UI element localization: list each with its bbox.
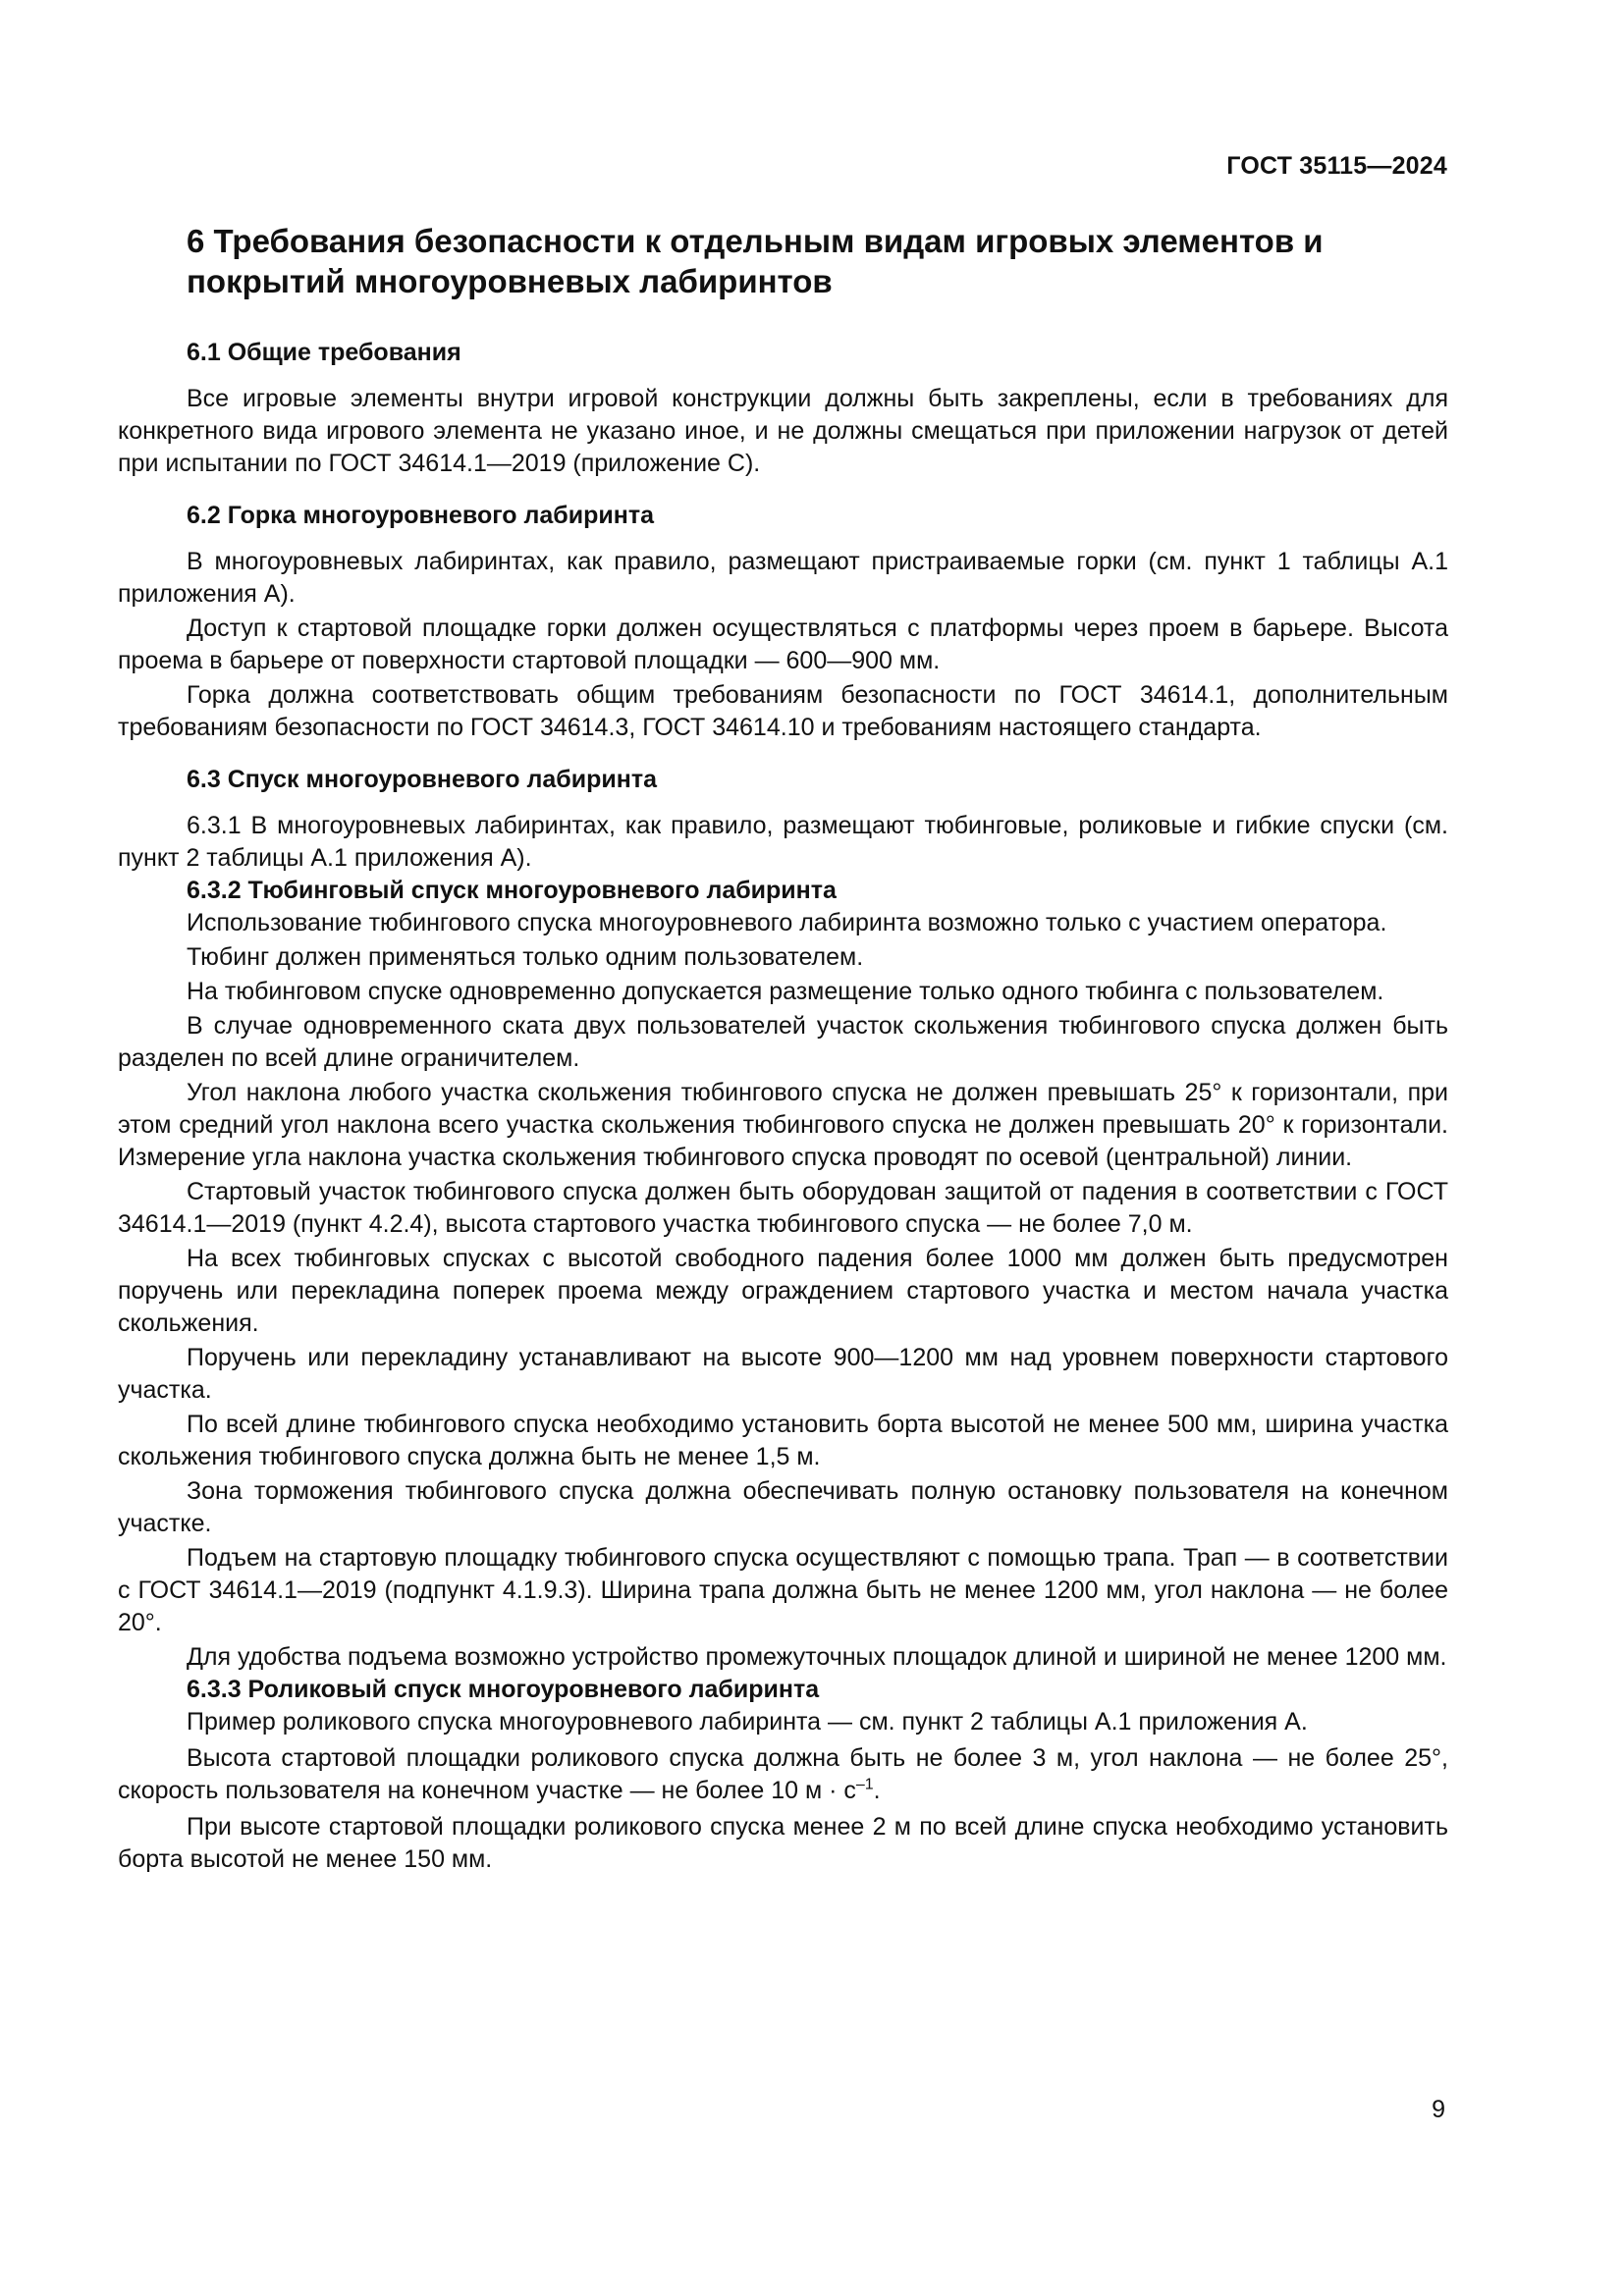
document-code-header: ГОСТ 35115—2024 xyxy=(1226,152,1447,180)
section-6-3-2-paragraph-8: Поручень или перекладину устанавливают на высоте 900—1200 мм над уровнем поверхности стартового участка. xyxy=(118,1344,1448,1404)
section-6-3-2-paragraph-3: На тюбинговом спуске одновременно допускается размещение только одного тюбинга с пользователем. xyxy=(187,978,1384,1005)
speed-text-end: . xyxy=(873,1777,881,1804)
page-number: 9 xyxy=(1432,2096,1445,2123)
section-6-3-3-title: 6.3.3 Роликовый спуск многоуровневого лабиринта xyxy=(187,1676,820,1703)
page-content xyxy=(118,221,1448,1876)
section-6-3-3-paragraph-1: Пример роликового спуска многоуровневого лабиринта — см. пункт 2 таблицы А.1 приложения А. xyxy=(187,1708,1308,1735)
section-6-3-2-paragraph-9: По всей длине тюбингового спуска необходимо установить борта высотой не менее 500 мм, ширина участка скольжения тюбингового спуска должна быть не менее 1,5 м. xyxy=(118,1411,1448,1470)
section-6-3-2-paragraph-10: Зона торможения тюбингового спуска должна обеспечивать полную остановку пользователя на конечном участке. xyxy=(118,1477,1448,1537)
section-6-3-2-paragraph-4: В случае одновременного ската двух пользователей участок скольжения тюбингового спуска должен быть разделен по всей длине ограничителем. xyxy=(118,1012,1448,1072)
section-6-3-title: 6.3 Спуск многоуровневого лабиринта xyxy=(187,766,657,793)
section-6-3-2-paragraph-12: Для удобства подъема возможно устройство промежуточных площадок длиной и шириной не менее 1200 мм. xyxy=(187,1643,1447,1671)
section-6-3-2-paragraph-5: Угол наклона любого участка скольжения тюбингового спуска не должен превышать 25° к горизонтали, при этом средний угол наклона всего участка скольжения тюбингового спуска не должен превышать 20° к горизонтали. Измерение угла наклона участка скольжения тюбингового спуска проводят по осевой (центральной) линии. xyxy=(118,1079,1448,1171)
section-6-3-3-paragraph-3: При высоте стартовой площадки роликового спуска менее 2 м по всей длине спуска необходимо установить борта высотой не менее 150 мм. xyxy=(118,1813,1448,1873)
section-6-1-title: 6.1 Общие требования xyxy=(187,339,461,366)
section-6-2-paragraph-3: Горка должна соответствовать общим требованиям безопасности по ГОСТ 34614.1, дополнительным требованиям безопасности по ГОСТ 34614.3, ГОСТ 34614.10 и требованиям настоящего стандарта. xyxy=(118,681,1448,741)
section-6-2-paragraph-1: В многоуровневых лабиринтах, как правило, размещают пристраиваемые горки (см. пункт 1 таблицы А.1 приложения А). xyxy=(118,548,1448,608)
speed-text: Высота стартовой площадки роликового спуска должна быть не более 3 м, угол наклона — не более 25°, скорость пользователя на конечном участке — не более 10 м · с xyxy=(118,1744,1448,1804)
section-6-1-paragraph-1: Все игровые элементы внутри игровой конструкции должны быть закреплены, если в требованиях для конкретного вида игрового элемента не указано иное, и не должны смещаться при приложении нагрузок от детей при испытании по ГОСТ 34614.1—2019 (приложение С). xyxy=(118,385,1448,477)
section-6-3-3-paragraph-2 xyxy=(118,1742,1448,1807)
section-6-3-1-paragraph: 6.3.1 В многоуровневых лабиринтах, как правило, размещают тюбинговые, роликовые и гибкие спуски (см. пункт 2 таблицы А.1 приложения А). xyxy=(118,812,1448,872)
section-6-3-2-paragraph-1: Использование тюбингового спуска многоуровневого лабиринта возможно только с участием оператора. xyxy=(187,909,1387,936)
section-6-3-2-paragraph-6: Стартовый участок тюбингового спуска должен быть оборудован защитой от падения в соответствии с ГОСТ 34614.1—2019 (пункт 4.2.4), высота стартового участка тюбингового спуска — не более 7,0 м. xyxy=(118,1178,1448,1238)
section-6-3-2-paragraph-2: Тюбинг должен применяться только одним пользователем. xyxy=(187,943,864,971)
section-6-3-2-paragraph-11: Подъем на стартовую площадку тюбингового спуска осуществляют с помощью трапа. Трап — в соответствии с ГОСТ 34614.1—2019 (подпункт 4.1.9.3). Ширина трапа должна быть не менее 1200 мм, угол наклона — не более 20°. xyxy=(118,1544,1448,1636)
section-6-2-title: 6.2 Горка многоуровневого лабиринта xyxy=(187,502,655,529)
section-6-3-2-paragraph-7: На всех тюбинговых спусках с высотой свободного падения более 1000 мм должен быть предусмотрен поручень или перекладина поперек проема между ограждением стартового участка и местом начала участка скольжения. xyxy=(118,1245,1448,1337)
section-6-2-paragraph-2: Доступ к стартовой площадке горки должен осуществляться с платформы через проем в барьере. Высота проема в барьере от поверхности стартовой площадки — 600—900 мм. xyxy=(118,614,1448,674)
section-6-3-2-title: 6.3.2 Тюбинговый спуск многоуровневого лабиринта xyxy=(187,877,837,904)
section-6-title: 6 Требования безопасности к отдельным видам игровых элементов и покрытий многоуровневых лабиринтов xyxy=(187,223,1324,299)
speed-exponent: –1 xyxy=(855,1776,874,1793)
